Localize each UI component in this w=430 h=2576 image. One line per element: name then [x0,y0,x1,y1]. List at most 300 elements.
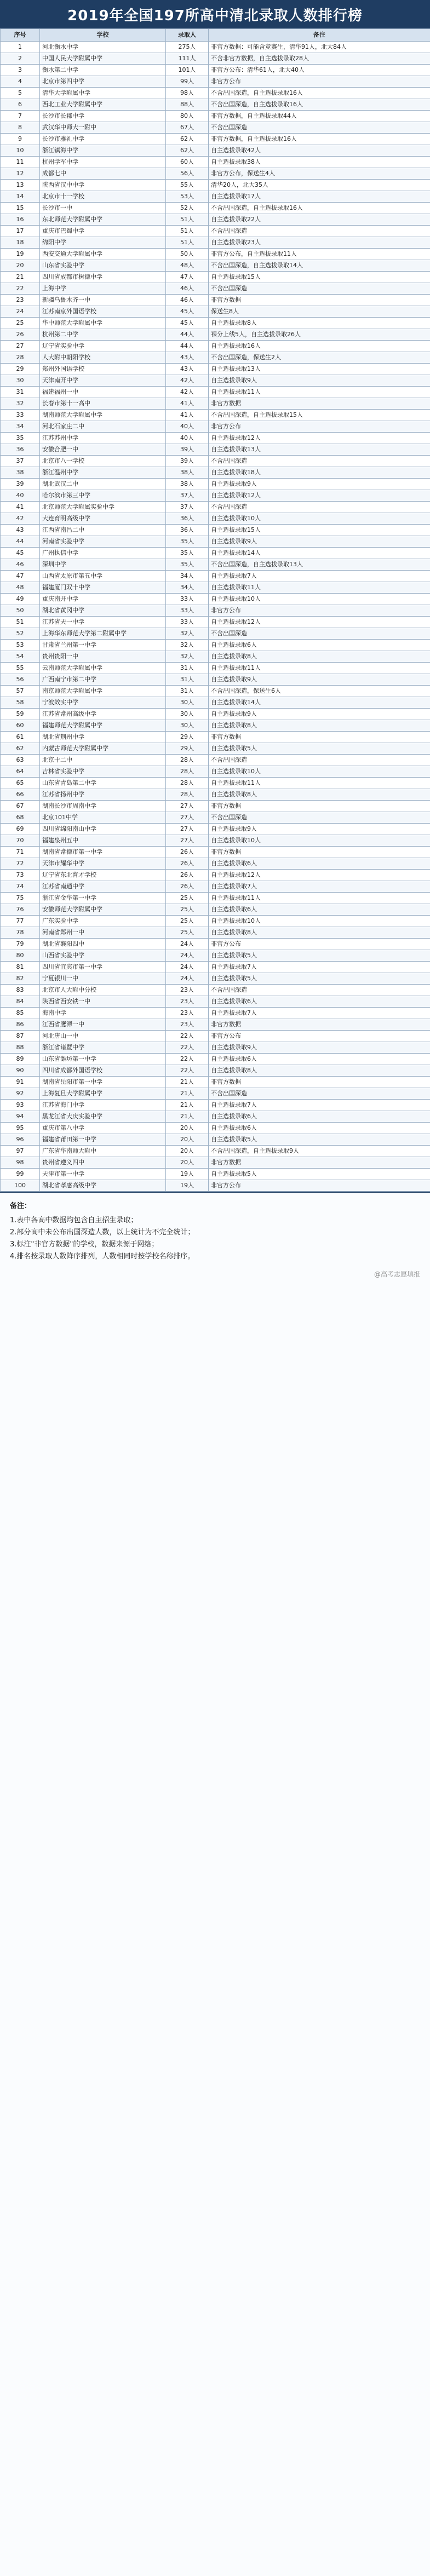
row-no: 13 [1,180,40,191]
table-row [1,1031,430,1042]
admit-count: 26人 [166,847,209,858]
school-name: 天津南开中学 [40,375,166,387]
row-note: 自主选拔录取7人 [209,881,430,893]
admit-count: 23人 [166,1008,209,1019]
admit-count: 19人 [166,1180,209,1192]
table-row [1,111,430,122]
school-name: 重庆南开中学 [40,594,166,605]
admit-count: 37人 [166,490,209,502]
row-no: 79 [1,939,40,950]
table-row [1,743,430,755]
school-name: 人大附中朝阳学校 [40,352,166,364]
table-row [1,467,430,479]
admit-count: 28人 [166,755,209,766]
row-no: 40 [1,490,40,502]
row-no: 93 [1,1100,40,1111]
row-no: 21 [1,272,40,283]
table-row [1,571,430,582]
admit-count: 51人 [166,226,209,237]
school-name: 广东实验中学 [40,916,166,927]
row-no: 74 [1,881,40,893]
row-note: 非官方数据，自主选拔录取16人 [209,134,430,145]
row-note: 非官方公布 [209,1031,430,1042]
row-no: 52 [1,628,40,640]
school-name: 浙江省诸暨中学 [40,1042,166,1054]
admit-count: 41人 [166,410,209,421]
row-no: 42 [1,513,40,525]
table-row [1,364,430,375]
row-no: 84 [1,996,40,1008]
row-no: 9 [1,134,40,145]
row-note: 不含出国深造 [209,1088,430,1100]
admit-count: 60人 [166,157,209,168]
admit-count: 23人 [166,996,209,1008]
school-name: 湖北省荆州中学 [40,732,166,743]
table-row [1,203,430,214]
admit-count: 35人 [166,559,209,571]
row-note: 自主选拔录取15人 [209,525,430,536]
admit-count: 67人 [166,122,209,134]
row-note: 非官方数据 [209,1019,430,1031]
row-note: 不含出国深造 [209,226,430,237]
row-no: 18 [1,237,40,249]
admit-count: 35人 [166,536,209,548]
admit-count: 22人 [166,1042,209,1054]
row-no: 43 [1,525,40,536]
school-name: 四川省成都外国语学校 [40,1065,166,1077]
row-no: 1 [1,42,40,53]
admit-count: 33人 [166,594,209,605]
row-no: 10 [1,145,40,157]
admit-count: 20人 [166,1134,209,1146]
table-row [1,1088,430,1100]
admit-count: 34人 [166,582,209,594]
row-no: 16 [1,214,40,226]
row-note: 自主选拔录取10人 [209,594,430,605]
school-name: 华中师范大学附属中学 [40,318,166,329]
table-row [1,755,430,766]
row-no: 14 [1,191,40,203]
admit-count: 51人 [166,237,209,249]
school-name: 湖南长沙市周南中学 [40,801,166,812]
admit-count: 21人 [166,1088,209,1100]
row-note: 非官方公布 [209,605,430,617]
school-name: 海南中学 [40,1008,166,1019]
row-note: 非官方数据 [209,847,430,858]
school-name: 北京市人大附中分校 [40,985,166,996]
table-row [1,594,430,605]
row-no: 54 [1,651,40,663]
table-row [1,916,430,927]
row-no: 61 [1,732,40,743]
row-note: 自主选拔录取10人 [209,835,430,847]
row-note: 自主选拔录取13人 [209,364,430,375]
row-note: 自主选拔录取8人 [209,789,430,801]
table-row [1,283,430,295]
table-row [1,421,430,433]
school-name: 北京十二中 [40,755,166,766]
row-note: 非官方数据：可能含竞赛生，清华91人，北大84人 [209,42,430,53]
school-name: 深圳中学 [40,559,166,571]
table-row [1,939,430,950]
school-name: 杭州学军中学 [40,157,166,168]
admit-count: 80人 [166,111,209,122]
school-name: 江苏省天一中学 [40,617,166,628]
school-name: 安徽师范大学附属中学 [40,904,166,916]
row-note: 自主选拔录取10人 [209,916,430,927]
admit-count: 101人 [166,65,209,76]
school-name: 福建省莆田第一中学 [40,1134,166,1146]
row-no: 72 [1,858,40,870]
table-row [1,76,430,88]
row-no: 49 [1,594,40,605]
table-row [1,663,430,674]
table-row [1,341,430,352]
table-row [1,904,430,916]
row-note: 自主选拔录取8人 [209,318,430,329]
row-no: 91 [1,1077,40,1088]
row-note: 自主选拔录取11人 [209,582,430,594]
school-name: 四川省宜宾市第一中学 [40,962,166,973]
row-no: 8 [1,122,40,134]
row-no: 11 [1,157,40,168]
school-name: 绵阳中学 [40,237,166,249]
header-note: 备注 [209,29,430,42]
table-row [1,548,430,559]
admit-count: 62人 [166,134,209,145]
row-note: 自主选拔录取6人 [209,996,430,1008]
row-note: 不含出国深造，自主选拔录取15人 [209,410,430,421]
row-note: 不含出国深造 [209,755,430,766]
row-no: 26 [1,329,40,341]
school-name: 湖北省襄阳四中 [40,939,166,950]
table-row [1,502,430,513]
school-name: 贵州省遵义四中 [40,1157,166,1169]
admit-count: 39人 [166,456,209,467]
school-name: 上海华东师范大学第二附属中学 [40,628,166,640]
row-note: 不含出国深造 [209,502,430,513]
admit-count: 40人 [166,421,209,433]
admit-count: 26人 [166,870,209,881]
school-name: 江苏省南通中学 [40,881,166,893]
row-no: 57 [1,686,40,697]
school-name: 北京师范大学附属实验中学 [40,502,166,513]
row-note: 不含出国深造，自主选拔录取13人 [209,559,430,571]
row-no: 27 [1,341,40,352]
table-row [1,847,430,858]
school-name: 安徽合肥一中 [40,444,166,456]
admit-count: 28人 [166,789,209,801]
row-no: 89 [1,1054,40,1065]
table-row [1,1180,430,1192]
table-row [1,893,430,904]
table-row [1,1157,430,1169]
row-no: 22 [1,283,40,295]
table-row [1,674,430,686]
row-note: 自主选拔录取11人 [209,893,430,904]
table-header-row [1,29,430,42]
school-name: 福建师范大学附属中学 [40,720,166,732]
admit-count: 39人 [166,444,209,456]
row-no: 85 [1,1008,40,1019]
row-note: 不含出国深造 [209,456,430,467]
row-no: 50 [1,605,40,617]
table-row [1,295,430,306]
row-no: 35 [1,433,40,444]
table-row [1,260,430,272]
school-name: 河南省实验中学 [40,536,166,548]
admit-count: 30人 [166,697,209,709]
admit-count: 27人 [166,824,209,835]
admit-count: 34人 [166,571,209,582]
table-row [1,53,430,65]
row-no: 44 [1,536,40,548]
school-name: 陕西省汉中中学 [40,180,166,191]
school-name: 四川省成都市树德中学 [40,272,166,283]
row-note: 非官方公布 [209,939,430,950]
admit-count: 38人 [166,479,209,490]
school-name: 上海中学 [40,283,166,295]
admit-count: 40人 [166,433,209,444]
notes-title: 备注： [10,1202,32,1210]
school-name: 广州执信中学 [40,548,166,559]
admit-count: 32人 [166,651,209,663]
admit-count: 38人 [166,467,209,479]
table-row [1,640,430,651]
row-no: 36 [1,444,40,456]
row-no: 83 [1,985,40,996]
school-name: 广西南宁市第二中学 [40,674,166,686]
row-no: 20 [1,260,40,272]
school-name: 四川省绵阳南山中学 [40,824,166,835]
school-name: 福建福州一中 [40,387,166,398]
admit-count: 28人 [166,778,209,789]
admit-count: 47人 [166,272,209,283]
note-line: 4.排名按录取人数降序排列，人数相同时按学校名称排序。 [10,1252,195,1261]
table-row [1,513,430,525]
school-name: 北京101中学 [40,812,166,824]
school-name: 江西省鹰潭一中 [40,1019,166,1031]
admit-count: 22人 [166,1054,209,1065]
row-no: 69 [1,824,40,835]
row-note: 不含出国深造 [209,985,430,996]
table-row [1,996,430,1008]
row-note: 自主选拔录取9人 [209,1042,430,1054]
row-note: 自主选拔录取15人 [209,272,430,283]
admit-count: 55人 [166,180,209,191]
admit-count: 24人 [166,962,209,973]
admit-count: 26人 [166,881,209,893]
table-row [1,490,430,502]
admit-count: 42人 [166,375,209,387]
table-row [1,525,430,536]
row-no: 58 [1,697,40,709]
row-no: 23 [1,295,40,306]
row-note: 保送生8人 [209,306,430,318]
row-note: 自主选拔录取9人 [209,824,430,835]
school-name: 福建厦门双十中学 [40,582,166,594]
row-note: 自主选拔录取9人 [209,375,430,387]
row-note: 自主选拔录取6人 [209,858,430,870]
table-row [1,1111,430,1123]
row-note: 自主选拔录取9人 [209,479,430,490]
table-row [1,1042,430,1054]
row-note: 自主选拔录取14人 [209,697,430,709]
row-note: 自主选拔录取9人 [209,709,430,720]
row-no: 94 [1,1111,40,1123]
admit-count: 99人 [166,76,209,88]
school-name: 大连育明高级中学 [40,513,166,525]
table-row [1,962,430,973]
table-row [1,1019,430,1031]
table-row [1,387,430,398]
note-line: 2.部分高中未公布出国深造人数，以上统计为不完全统计； [10,1228,195,1237]
school-name: 湖南省常德市第一中学 [40,847,166,858]
row-note: 自主选拔录取7人 [209,1008,430,1019]
admit-count: 43人 [166,352,209,364]
school-name: 重庆市第八中学 [40,1123,166,1134]
admit-count: 21人 [166,1111,209,1123]
school-name: 陕西省西安铁一中 [40,996,166,1008]
admit-count: 36人 [166,513,209,525]
row-note: 不含出国深造，自主选拔录取9人 [209,1146,430,1157]
table-row [1,375,430,387]
admit-count: 27人 [166,835,209,847]
school-name: 天津市第一中学 [40,1169,166,1180]
row-note: 非官方数据 [209,1077,430,1088]
school-name: 杭州第二中学 [40,329,166,341]
admit-count: 31人 [166,686,209,697]
admit-count: 51人 [166,214,209,226]
notes-lines [10,1215,420,1263]
admit-count: 21人 [166,1100,209,1111]
school-name: 山东省青岛第二中学 [40,778,166,789]
row-no: 68 [1,812,40,824]
row-no: 98 [1,1157,40,1169]
row-no: 7 [1,111,40,122]
school-name: 江苏省海门中学 [40,1100,166,1111]
admit-count: 33人 [166,605,209,617]
row-note: 不含出国深造 [209,628,430,640]
school-name: 北京市十一学校 [40,191,166,203]
row-no: 45 [1,548,40,559]
row-note: 自主选拔录取6人 [209,1054,430,1065]
row-no: 73 [1,870,40,881]
table-row [1,697,430,709]
row-note: 自主选拔录取13人 [209,444,430,456]
school-name: 甘肃省兰州第一中学 [40,640,166,651]
table-row [1,709,430,720]
table-row [1,99,430,111]
school-name: 河北石家庄二中 [40,421,166,433]
admit-count: 27人 [166,812,209,824]
school-name: 山西省实验中学 [40,950,166,962]
row-no: 76 [1,904,40,916]
row-note: 自主选拔录取6人 [209,1123,430,1134]
row-no: 71 [1,847,40,858]
school-name: 江苏省扬州中学 [40,789,166,801]
admit-count: 46人 [166,295,209,306]
admit-count: 19人 [166,1169,209,1180]
school-name: 云南师范大学附属中学 [40,663,166,674]
table-row [1,985,430,996]
table-row [1,973,430,985]
table-row [1,180,430,191]
row-note: 非官方数据 [209,732,430,743]
admit-count: 28人 [166,766,209,778]
table-row [1,858,430,870]
row-note: 非官方数据，自主选拔录取44人 [209,111,430,122]
header-school: 学校 [40,29,166,42]
row-note: 自主选拔录取17人 [209,191,430,203]
row-note: 不含出国深造 [209,812,430,824]
table-row [1,191,430,203]
row-no: 33 [1,410,40,421]
school-name: 湖北省黄冈中学 [40,605,166,617]
school-name: 吉林省实验中学 [40,766,166,778]
table-row [1,456,430,467]
table-row [1,306,430,318]
row-no: 64 [1,766,40,778]
admit-count: 24人 [166,973,209,985]
admit-count: 27人 [166,801,209,812]
table-row [1,881,430,893]
admit-count: 31人 [166,663,209,674]
school-name: 成都七中 [40,168,166,180]
table-row [1,617,430,628]
table-row [1,686,430,697]
school-name: 天津市耀华中学 [40,858,166,870]
header-count: 录取人 [166,29,209,42]
row-no: 59 [1,709,40,720]
row-note: 清华20人，北大35人 [209,180,430,191]
admit-count: 30人 [166,709,209,720]
admit-count: 44人 [166,329,209,341]
admit-count: 25人 [166,893,209,904]
table-row [1,835,430,847]
row-no: 55 [1,663,40,674]
row-no: 63 [1,755,40,766]
row-no: 31 [1,387,40,398]
row-no: 37 [1,456,40,467]
row-note: 自主选拔录取7人 [209,1100,430,1111]
row-no: 75 [1,893,40,904]
row-note: 非官方数据 [209,1157,430,1169]
admit-count: 56人 [166,168,209,180]
row-no: 96 [1,1134,40,1146]
row-no: 80 [1,950,40,962]
row-note: 非官方数据 [209,295,430,306]
table-row [1,1134,430,1146]
school-name: 贵州贵阳一中 [40,651,166,663]
row-no: 25 [1,318,40,329]
school-name: 江苏省常州高级中学 [40,709,166,720]
row-note: 自主选拔录取11人 [209,778,430,789]
admit-count: 24人 [166,950,209,962]
row-no: 17 [1,226,40,237]
row-no: 6 [1,99,40,111]
row-no: 62 [1,743,40,755]
table-row [1,1077,430,1088]
school-name: 中国人民大学附属中学 [40,53,166,65]
admit-count: 98人 [166,88,209,99]
row-note: 自主选拔录取6人 [209,1111,430,1123]
school-name: 辽宁省东北育才学校 [40,870,166,881]
row-note: 自主选拔录取14人 [209,548,430,559]
note-line: 3.标注"非官方数据"的学校，数据来源于网络； [10,1240,159,1249]
row-note: 非官方公布，保送生4人 [209,168,430,180]
admit-count: 41人 [166,398,209,410]
